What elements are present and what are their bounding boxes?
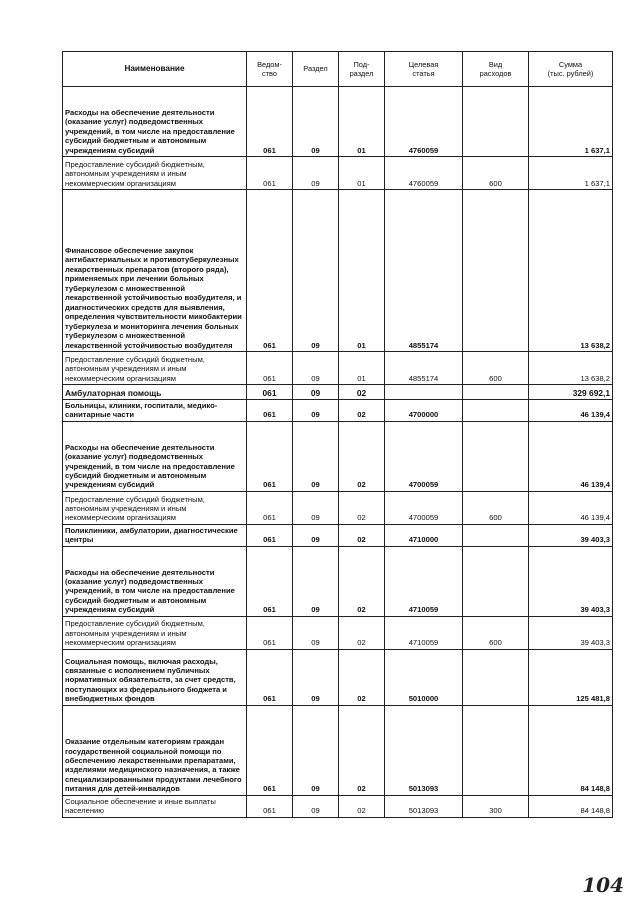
table-row xyxy=(63,491,613,524)
cell-dept: 061 xyxy=(247,400,293,422)
cell-amount: 39 403,3 xyxy=(529,616,613,649)
cell-exp-type: 600 xyxy=(463,352,529,385)
cell-exp-type xyxy=(463,649,529,705)
cell-exp-type xyxy=(463,421,529,491)
cell-section: 09 xyxy=(293,385,339,400)
cell-dept: 061 xyxy=(247,352,293,385)
cell-section: 09 xyxy=(293,87,339,157)
budget-table xyxy=(62,51,613,818)
cell-amount: 329 692,1 xyxy=(529,385,613,400)
cell-target: 4710059 xyxy=(385,616,463,649)
cell-amount: 84 148,8 xyxy=(529,795,613,817)
table-row xyxy=(63,546,613,616)
cell-target: 4700000 xyxy=(385,400,463,422)
cell-name: Предоставление субсидий бюджетным, автономным учреждениям и иным некоммерческим организациям xyxy=(63,616,247,649)
header-dept: Ведом- ство xyxy=(247,52,293,87)
cell-target: 4855174 xyxy=(385,190,463,352)
cell-name: Оказание отдельным категориям граждан государственной социальной помощи по обеспечению лекарственными препаратами, изделиями медицинского назначения, а также специализированными продуктами лечебного питания для детей-инвалидов xyxy=(63,705,247,795)
cell-dept: 061 xyxy=(247,705,293,795)
cell-target: 5013093 xyxy=(385,795,463,817)
cell-amount: 13 638,2 xyxy=(529,352,613,385)
cell-dept: 061 xyxy=(247,421,293,491)
cell-section: 09 xyxy=(293,157,339,190)
cell-section: 09 xyxy=(293,400,339,422)
cell-amount: 13 638,2 xyxy=(529,190,613,352)
table-row xyxy=(63,157,613,190)
table-row xyxy=(63,352,613,385)
header-target: Целевая статья xyxy=(385,52,463,87)
cell-name: Расходы на обеспечение деятельности (оказание услуг) подведомственных учреждений, в том числе на предоставление субсидий бюджетным и автономным учреждениям субсидий xyxy=(63,421,247,491)
cell-amount: 1 637,1 xyxy=(529,87,613,157)
cell-dept: 061 xyxy=(247,524,293,546)
table-row xyxy=(63,385,613,400)
cell-amount: 46 139,4 xyxy=(529,421,613,491)
cell-exp-type xyxy=(463,385,529,400)
table-header-row xyxy=(63,52,613,87)
cell-amount: 84 148,8 xyxy=(529,705,613,795)
cell-amount: 39 403,3 xyxy=(529,524,613,546)
cell-section: 09 xyxy=(293,491,339,524)
table-body xyxy=(63,87,613,818)
cell-exp-type xyxy=(463,524,529,546)
cell-subsection: 01 xyxy=(339,157,385,190)
cell-dept: 061 xyxy=(247,491,293,524)
cell-amount: 46 139,4 xyxy=(529,400,613,422)
cell-name: Предоставление субсидий бюджетным, автономным учреждениям и иным некоммерческим организациям xyxy=(63,491,247,524)
cell-dept: 061 xyxy=(247,649,293,705)
cell-section: 09 xyxy=(293,705,339,795)
cell-target: 5010000 xyxy=(385,649,463,705)
cell-dept: 061 xyxy=(247,616,293,649)
table-row xyxy=(63,190,613,352)
cell-subsection: 01 xyxy=(339,352,385,385)
cell-target: 4760059 xyxy=(385,157,463,190)
header-amount: Сумма (тыс. рублей) xyxy=(529,52,613,87)
table-row xyxy=(63,87,613,157)
cell-section: 09 xyxy=(293,616,339,649)
header-name: Наименование xyxy=(63,52,247,87)
cell-name: Социальное обеспечение и иные выплаты населению xyxy=(63,795,247,817)
cell-dept: 061 xyxy=(247,385,293,400)
cell-subsection: 01 xyxy=(339,190,385,352)
cell-amount: 125 481,8 xyxy=(529,649,613,705)
cell-target: 5013093 xyxy=(385,705,463,795)
header-section: Раздел xyxy=(293,52,339,87)
cell-target: 4710000 xyxy=(385,524,463,546)
cell-dept: 061 xyxy=(247,190,293,352)
cell-subsection: 02 xyxy=(339,616,385,649)
table-row xyxy=(63,705,613,795)
table-row xyxy=(63,524,613,546)
cell-subsection: 01 xyxy=(339,87,385,157)
cell-section: 09 xyxy=(293,352,339,385)
cell-subsection: 02 xyxy=(339,400,385,422)
cell-exp-type: 600 xyxy=(463,491,529,524)
cell-exp-type xyxy=(463,400,529,422)
cell-subsection: 02 xyxy=(339,705,385,795)
cell-section: 09 xyxy=(293,190,339,352)
table-row xyxy=(63,616,613,649)
cell-name: Социальная помощь, включая расходы, связанные с исполнением публичных нормативных обязательств, за счет средств, поступающих из федерального бюджета и внебюджетных фондов xyxy=(63,649,247,705)
header-exp-type: Вид расходов xyxy=(463,52,529,87)
cell-name: Финансовое обеспечение закупок антибактериальных и противотуберкулезных лекарственных препаратов (второго ряда), применяемых при лечении больных туберкулезом с множественной лекарственной устойчивостью возбудителя, и диагностических средств для выявления, определения чувствительности микобактерии туберкулеза и мониторинга лечения больных туберкулезом с множественной лекарственной устойчивостью возбудителя xyxy=(63,190,247,352)
cell-target: 4710059 xyxy=(385,546,463,616)
cell-target: 4700059 xyxy=(385,491,463,524)
cell-subsection: 02 xyxy=(339,385,385,400)
table-row xyxy=(63,795,613,817)
cell-dept: 061 xyxy=(247,546,293,616)
cell-name: Предоставление субсидий бюджетным, автономным учреждениям и иным некоммерческим организациям xyxy=(63,352,247,385)
cell-subsection: 02 xyxy=(339,649,385,705)
cell-name: Расходы на обеспечение деятельности (оказание услуг) подведомственных учреждений, в том числе на предоставление субсидий бюджетным и автономным учреждениям субсидий xyxy=(63,87,247,157)
cell-amount: 1 637,1 xyxy=(529,157,613,190)
cell-dept: 061 xyxy=(247,795,293,817)
cell-section: 09 xyxy=(293,649,339,705)
cell-dept: 061 xyxy=(247,157,293,190)
table-row xyxy=(63,421,613,491)
cell-amount: 46 139,4 xyxy=(529,491,613,524)
cell-amount: 39 403,3 xyxy=(529,546,613,616)
cell-exp-type xyxy=(463,705,529,795)
cell-target: 4760059 xyxy=(385,87,463,157)
cell-name: Амбулаторная помощь xyxy=(63,385,247,400)
cell-name: Расходы на обеспечение деятельности (оказание услуг) подведомственных учреждений, в том числе на предоставление субсидий бюджетным и автономным учреждениям субсидий xyxy=(63,546,247,616)
table-row xyxy=(63,400,613,422)
cell-dept: 061 xyxy=(247,87,293,157)
cell-exp-type: 600 xyxy=(463,616,529,649)
cell-name: Больницы, клиники, госпитали, медико-санитарные части xyxy=(63,400,247,422)
cell-name: Поликлиники, амбулатории, диагностические центры xyxy=(63,524,247,546)
cell-section: 09 xyxy=(293,421,339,491)
cell-subsection: 02 xyxy=(339,546,385,616)
header-subsection: Под- раздел xyxy=(339,52,385,87)
cell-exp-type xyxy=(463,87,529,157)
cell-subsection: 02 xyxy=(339,524,385,546)
cell-subsection: 02 xyxy=(339,795,385,817)
cell-section: 09 xyxy=(293,524,339,546)
cell-exp-type xyxy=(463,190,529,352)
cell-subsection: 02 xyxy=(339,491,385,524)
page-number: 104 xyxy=(582,873,624,897)
cell-exp-type: 300 xyxy=(463,795,529,817)
cell-name: Предоставление субсидий бюджетным, автономным учреждениям и иным некоммерческим организациям xyxy=(63,157,247,190)
cell-section: 09 xyxy=(293,546,339,616)
cell-target xyxy=(385,385,463,400)
cell-subsection: 02 xyxy=(339,421,385,491)
table-row xyxy=(63,649,613,705)
cell-target: 4855174 xyxy=(385,352,463,385)
cell-exp-type: 600 xyxy=(463,157,529,190)
cell-exp-type xyxy=(463,546,529,616)
cell-section: 09 xyxy=(293,795,339,817)
cell-target: 4700059 xyxy=(385,421,463,491)
